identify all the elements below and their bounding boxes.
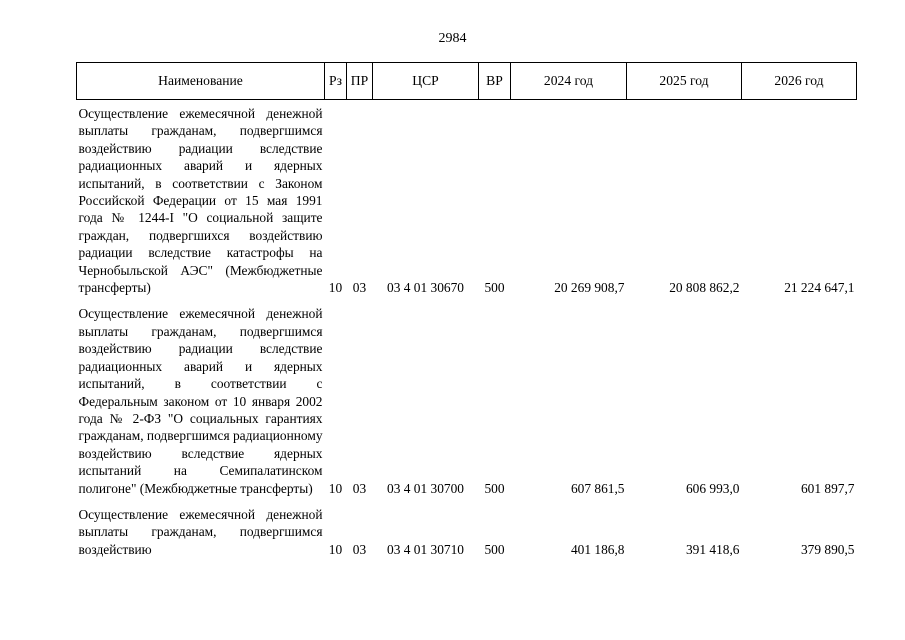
table-row [77, 100, 857, 301]
row-rz: 10 [328, 280, 343, 296]
row-rz: 10 [328, 480, 343, 496]
header-vr: ВР [479, 63, 511, 100]
table-row [77, 501, 857, 562]
row-csr: 03 4 01 30710 [387, 541, 464, 557]
header-name: Наименование [77, 63, 325, 100]
row-2025: 20 808 862,2 [669, 280, 740, 296]
row-pr: 03 [352, 280, 367, 296]
row-name: Осуществление ежемесячной денежной выплаты гражданам, подвергшимся воздействию радиации вследствие радиационных аварий и ядерных испытаний, в соответствии с Законом Российской Федерации от 15 мая 1991 года № 1244-I "О социальной защите граждан, подвергшихся воздействию радиации вследствие катастрофы на Чернобыльской АЭС" (Межбюджетные трансферты) [78, 106, 323, 296]
row-vr: 500 [484, 480, 505, 496]
header-2026: 2026 год [742, 63, 857, 100]
row-2025: 391 418,6 [685, 541, 740, 557]
row-2024: 401 186,8 [570, 541, 625, 557]
row-2025: 606 993,0 [685, 480, 740, 496]
row-name: Осуществление ежемесячной денежной выплаты гражданам, подвергшимся воздействию радиации вследствие радиационных аварий и ядерных испытаний, в соответствии с Федеральным законом от 10 января 2002 года № 2-ФЗ "О социальных гарантиях гражданам, подвергшимся радиационному воздействию вследствие ядерных испытаний на Семипалатинском полигоне" (Межбюджетные трансферты) [78, 306, 323, 496]
page-number: 2984 [438, 31, 467, 46]
row-csr: 03 4 01 30700 [387, 480, 464, 496]
row-2024: 20 269 908,7 [554, 280, 625, 296]
table-row [77, 300, 857, 500]
row-2026: 601 897,7 [800, 480, 855, 496]
header-pr: ПР [347, 63, 373, 100]
row-csr: 03 4 01 30670 [387, 280, 464, 296]
header-csr: ЦСР [373, 63, 479, 100]
row-name: Осуществление ежемесячной денежной выплаты гражданам, подвергшимся воздействию [78, 506, 323, 557]
row-vr: 500 [484, 280, 505, 296]
row-pr: 03 [352, 541, 367, 557]
header-2024: 2024 год [511, 63, 627, 100]
row-pr: 03 [352, 480, 367, 496]
row-2026: 21 224 647,1 [784, 280, 855, 296]
table-header-row [77, 63, 857, 100]
row-2026: 379 890,5 [800, 541, 855, 557]
row-2024: 607 861,5 [570, 480, 625, 496]
row-vr: 500 [484, 541, 505, 557]
header-2025: 2025 год [627, 63, 742, 100]
row-rz: 10 [328, 541, 343, 557]
budget-table [76, 62, 857, 562]
header-rz: Рз [325, 63, 347, 100]
